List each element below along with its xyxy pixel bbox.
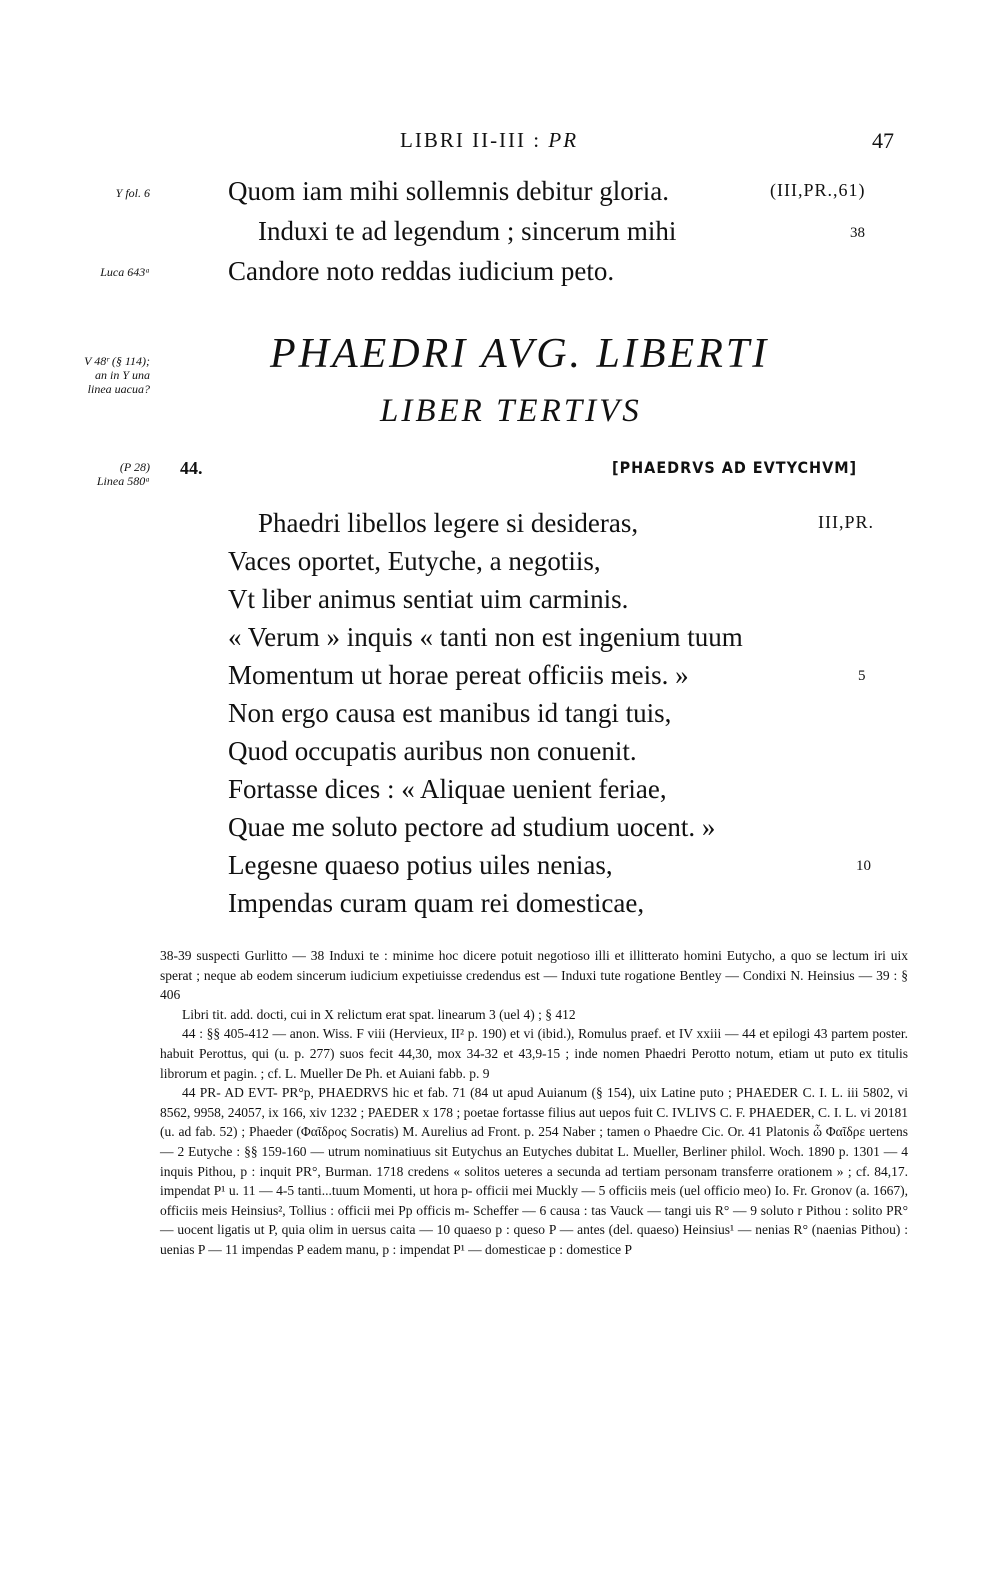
verse-line: Vaces oportet, Eutyche, a negotiis, (228, 546, 601, 576)
apparatus-note: 44 PR- AD EVT- PR°p, PHAEDRVS hic et fab. 71 (84 ut apud Auianum (§ 154), uix Latine puto ; PHAEDER C. I. L. iii 5802, vi 8562, 9958, 24057, ix 166, xiv 1232 ; PAEDER x 178 ; poetae fortasse filius aut uepos fuit C. IVLIVS C. F. PHAEDER, C. I. L. vi 20181 (u. ad fab. 52) ; Phaeder (Φαῖδρος Socratis) M. Aurelius ad Front. p. 254 Naber ; tamen o Phaedre Cic. Or. 41 Platonis ὦ Φαῖδρε uertens — 2 Eutyche : §§ 159-160 — utrum nominatiuus sit Eutychus an Eutyches dubitat L. Mueller, Berliner philol. Woch. 1890 p. 1301 — 4 inquis Pithou, p : inquit PR°, Burman. 1718 credens « solitos ueteres a secunda ad tertiam personam transferre orationem » ; cf. 84,17. impendat P¹ u. 11 — 4-5 tanti...tuum Momenti, ut hora p- officii mei Muckly — 5 officiis meis (uel officio meo) Io. Fr. Gronov (a. 1667), officiis meis Heinsius², Tollius : officii mei Pp officis m- Scheffer — 6 causa : tas Vauck — tangi uis R° — 9 soluto r Pithou : solito PR° — uocent ligatis ut P, quia olim in uersus caita — 10 quaeso p : queso P — antes (del. quaeso) Heinsius¹ — nenias R° (naenias Pithou) : uenias P — 11 impendas P eadem manu, p : impendat P¹ — domesticae p : domestice P (160, 1085, 908, 1257)
verse-line: Quod occupatis auribus non conuenit. (228, 736, 637, 766)
fable-title: [PHAEDRVS AD EVTYCHVM] (612, 458, 858, 477)
verse-line: Fortasse dices : « Aliquae uenient feriae, (228, 774, 667, 804)
marginal-note: V 48ʳ (§ 114); an in Y una linea uacua? (84, 354, 150, 396)
verse-line: Candore noto reddas iudicium peto. (228, 256, 615, 286)
book-subtitle: LIBER TERTIVS (380, 393, 642, 429)
verse-line: Impendas curam quam rei domesticae, (228, 888, 645, 918)
running-head: LIBRI II-III : PR (400, 128, 579, 152)
verse-reference: (III,PR.,61) (770, 180, 866, 200)
verse-reference: III,PR. (818, 512, 874, 532)
verse-line: Momentum ut horae pereat officiis meis. » (228, 660, 689, 690)
critical-apparatus (160, 946, 908, 1260)
fable-number: 44. (180, 458, 203, 478)
verse-line: Phaedri libellos legere si desideras, (258, 508, 639, 538)
page-number: 47 (872, 128, 894, 153)
marginal-note: Y fol. 6 (115, 186, 150, 200)
apparatus-note: Libri tit. add. docti, cui in X relictum erat spat. linearum 3 (uel 4) ; § 412 (182, 1006, 576, 1022)
line-number: 10 (856, 858, 871, 874)
line-number: 5 (858, 668, 866, 684)
verse-line: Induxi te ad legendum ; sincerum mihi (258, 216, 677, 246)
line-number: 38 (850, 225, 865, 241)
verse-line: Legesne quaeso potius uiles nenias, (228, 850, 613, 880)
book-title: PHAEDRI AVG. LIBERTI (270, 331, 770, 377)
verse-line: « Verum » inquis « tanti non est ingenium tuum (228, 622, 743, 652)
marginal-note: (P 28) Linea 580ᵃ (96, 460, 150, 488)
marginal-note: Luca 643ᵃ (100, 265, 150, 279)
verse-line: Quae me soluto pectore ad studium uocent. » (228, 812, 716, 842)
apparatus-note: 44 : §§ 405-412 — anon. Wiss. F viii (Hervieux, II² p. 190) et vi (ibid.), Romulus praef. et IV xxiii — 44 et epilogi 43 partem poster. habuit Perottus, qui (u. p. 277) suos fecit 44,30, mox 34-32 et 43,9-15 ; inde nomen Phaedri Perotto notum, etiam ut puto ex titulis librorum et pagin. ; cf. L. Mueller De Ph. et Auiani fabb. p. 9 (160, 1026, 908, 1081)
verse-line: Non ergo causa est manibus id tangi tuis, (228, 698, 672, 728)
verse-line: Vt liber animus sentiat uim carminis. (228, 584, 629, 614)
apparatus-note: 38-39 suspecti Gurlitto — 38 Induxi te : minime hoc dicere potuit negotioso illi et illitterato homini Eutycho, a quo se lectum iri uix sperat ; neque ab eodem sincerum iudicium expetiuisse credendus est — Induxi tute rogatione Bentley — Condixi N. Heinsius — 39 : § 406 (160, 948, 908, 1003)
verse-line: Quom iam mihi sollemnis debitur gloria. (228, 176, 669, 206)
